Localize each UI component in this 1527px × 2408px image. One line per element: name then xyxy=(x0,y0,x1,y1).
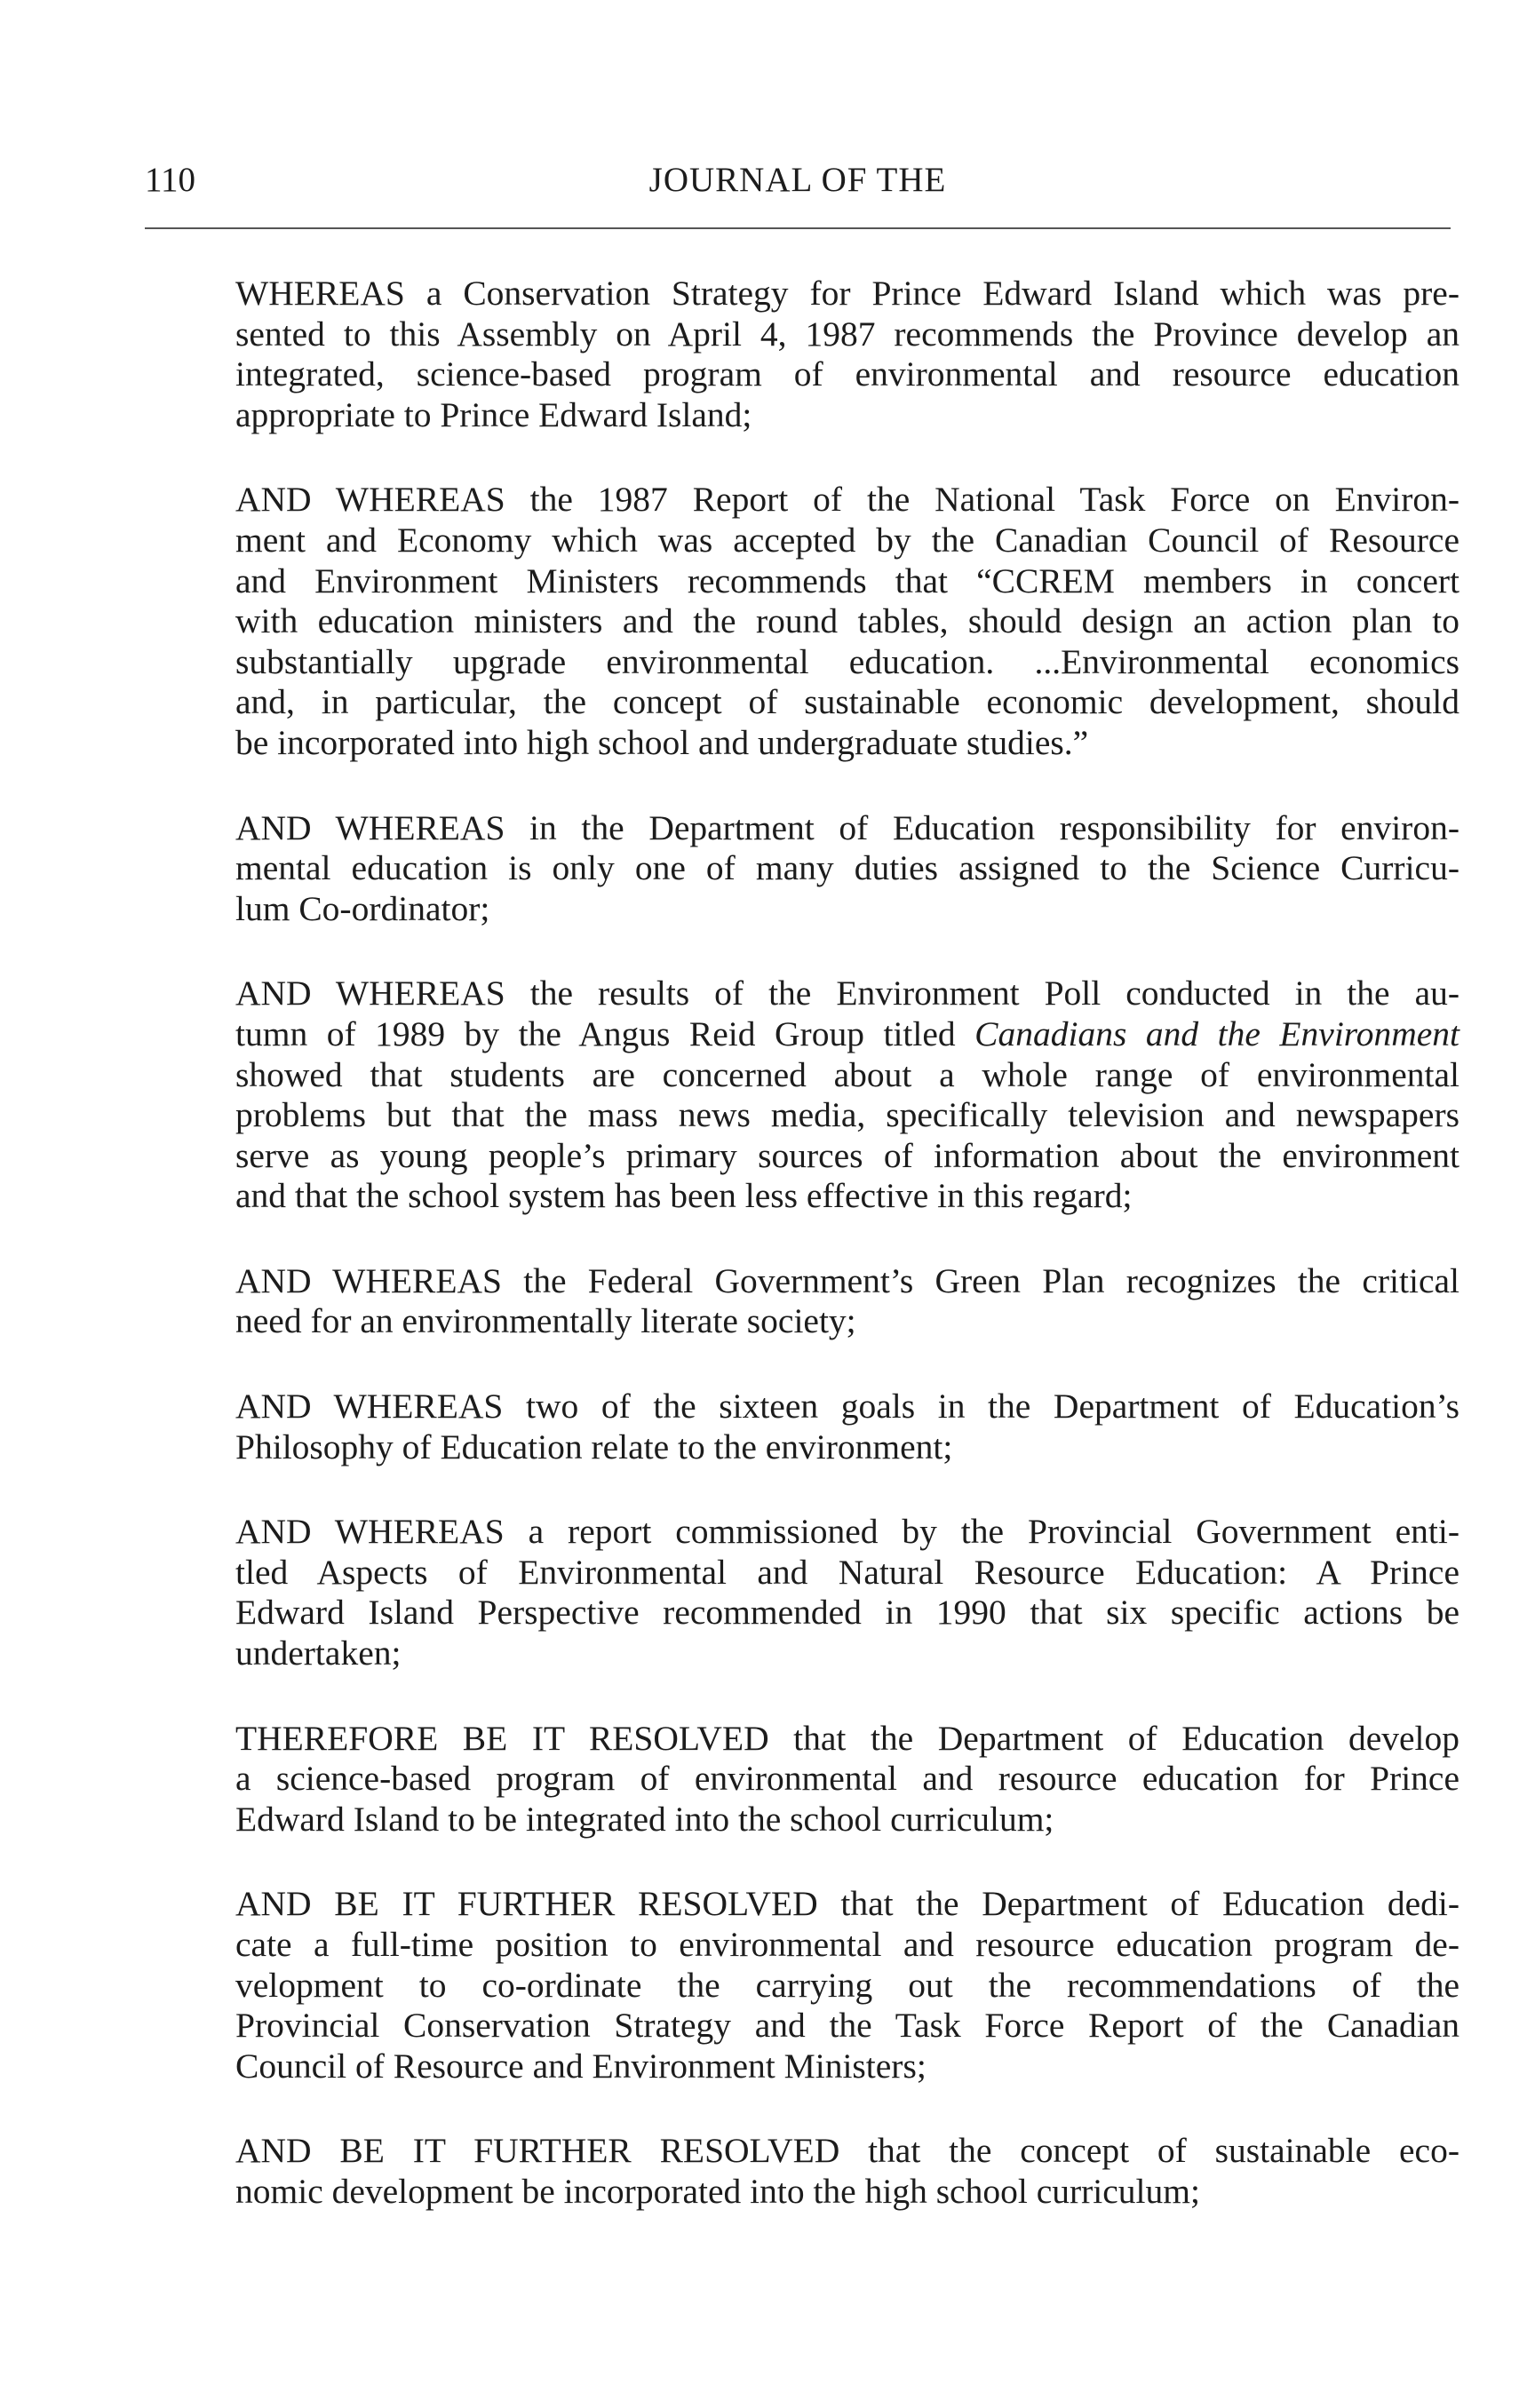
text-line: need for an environmentally literate society; xyxy=(235,1301,856,1341)
text-line: nomic development be incorporated into the high school curriculum; xyxy=(235,2171,1200,2211)
text-line: problems but that the mass news media, specifically television and newspapers xyxy=(235,1095,1459,1135)
text-line: velopment to co-ordinate the carrying out the recommendations of the xyxy=(235,1965,1459,2005)
paragraph-further-resolved-position xyxy=(235,1884,1459,2086)
text-line: ment and Economy which was accepted by the Canadian Council of Resource xyxy=(235,520,1459,560)
text-line xyxy=(235,1014,1459,1055)
text-line: AND WHEREAS the 1987 Report of the National Task Force on Environ- xyxy=(235,480,1459,520)
paragraph-further-resolved-curriculum xyxy=(235,2131,1459,2212)
text-line: lum Co-ordinator; xyxy=(235,888,490,928)
paragraph-whereas-green-plan xyxy=(235,1261,1459,1342)
text-line: AND BE IT FURTHER RESOLVED that the Department of Education dedi- xyxy=(235,1884,1459,1924)
text-line: undertaken; xyxy=(235,1633,402,1673)
text-line: AND WHEREAS a report commissioned by the Provincial Government enti- xyxy=(235,1512,1459,1552)
text-line: appropriate to Prince Edward Island; xyxy=(235,394,752,434)
body-text xyxy=(235,274,1459,2257)
text-line: tled Aspects of Environmental and Natural Resource Education: A Prince xyxy=(235,1552,1459,1592)
text-line: mental education is only one of many duties assigned to the Science Curricu- xyxy=(235,848,1459,888)
paragraph-whereas-environment-poll xyxy=(235,974,1459,1217)
text-line: sented to this Assembly on April 4, 1987 recommends the Province develop an xyxy=(235,314,1459,354)
paragraph-therefore-resolved xyxy=(235,1719,1459,1840)
text-line: Edward Island Perspective recommended in 1990 that six specific actions be xyxy=(235,1593,1459,1633)
running-head xyxy=(145,158,1451,203)
text-line: substantially upgrade environmental education. ...Environmental economics xyxy=(235,641,1459,681)
paragraph-whereas-conservation-strategy xyxy=(235,274,1459,435)
text-line: a science-based program of environmental and resource education for Prince xyxy=(235,1759,1459,1799)
text-line: cate a full-time position to environmental and resource education program de- xyxy=(235,1925,1459,1964)
text-line: and that the school system has been less effective in this regard; xyxy=(235,1176,1133,1216)
text-line: be incorporated into high school and undergraduate studies.” xyxy=(235,722,1089,762)
paragraph-whereas-provincial-report xyxy=(235,1512,1459,1673)
text-line: with education ministers and the round tables, should design an action plan to xyxy=(235,601,1459,641)
text-line: and Environment Ministers recommends that “CCREM members in concert xyxy=(235,560,1459,600)
running-title: JOURNAL OF THE xyxy=(648,161,947,199)
text-line: Provincial Conservation Strategy and the Task Force Report of the Canadian xyxy=(235,2006,1459,2046)
text-line: integrated, science-based program of environmental and resource education xyxy=(235,354,1459,394)
paragraph-whereas-task-force-report xyxy=(235,480,1459,763)
paragraph-whereas-department-responsibility xyxy=(235,808,1459,930)
text-line: AND WHEREAS two of the sixteen goals in the Department of Education’s xyxy=(235,1387,1459,1427)
paragraph-whereas-sixteen-goals xyxy=(235,1387,1459,1467)
text-line: showed that students are concerned about a whole range of environmental xyxy=(235,1054,1459,1094)
page-number: 110 xyxy=(145,161,196,199)
text-line: Edward Island to be integrated into the school curriculum; xyxy=(235,1799,1054,1839)
header-rule xyxy=(145,227,1451,229)
text-line: Philosophy of Education relate to the environment; xyxy=(235,1427,953,1466)
text-line: THEREFORE BE IT RESOLVED that the Department of Education develop xyxy=(235,1718,1459,1758)
text-line: WHEREAS a Conservation Strategy for Prince Edward Island which was pre- xyxy=(235,274,1459,313)
text-line: AND WHEREAS the results of the Environment Poll conducted in the au- xyxy=(235,974,1459,1013)
text-line: Council of Resource and Environment Ministers; xyxy=(235,2046,927,2086)
poll-title-italic: Canadians and the Environment xyxy=(974,1013,1459,1053)
text-line-start: tumn of 1989 by the Angus Reid Group titled xyxy=(235,1013,975,1053)
text-line: serve as young people’s primary sources of information about the environment xyxy=(235,1135,1459,1175)
text-line: AND WHEREAS the Federal Government’s Green Plan recognizes the critical xyxy=(235,1260,1459,1300)
text-line: AND WHEREAS in the Department of Education responsibility for environ- xyxy=(235,807,1459,847)
text-line: and, in particular, the concept of sustainable economic development, should xyxy=(235,682,1459,722)
text-line: AND BE IT FURTHER RESOLVED that the concept of sustainable eco- xyxy=(235,2131,1459,2171)
